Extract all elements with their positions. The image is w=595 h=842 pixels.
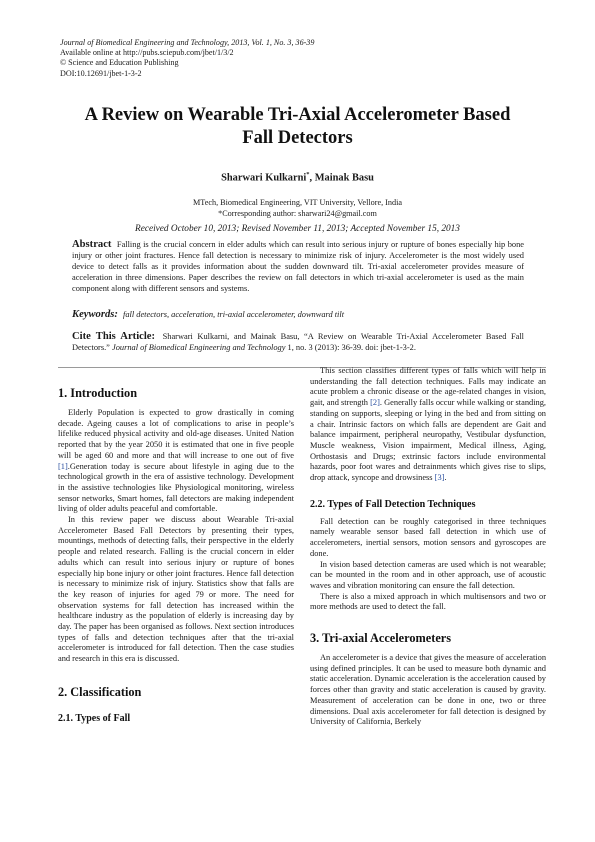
doi: DOI:10.12691/jbet-1-3-2 <box>60 68 142 78</box>
types-p-text: This section classifies different types of falls which will help in understanding the fall detection techniques. Falls may indicate an acute problem a chronic disease or the age-related changes in vision, gait, and strength <box>310 366 546 408</box>
paper-title <box>40 104 555 150</box>
cite-text: Sharwari Kulkarni, and Mainak Basu, “A Review on Wearable Tri-Axial Accelerometer Based Fall Detectors.” <box>72 332 524 352</box>
heading-tri-axial: 3. Tri-axial Accelerometers <box>310 631 452 646</box>
types-p-text-cont: . Generally falls occur while walking or standing, standing on supports, sleeping or lying in the bed and from sitting on a chair. Intrinsic factors on which falls are dependent are Gait and balance impairment, peripheral neuropathy, Vestibular dysfunction, Muscle weakness, Vision impairment, Medical illness, Aging, Orthostasis and Drugs; extrinsic factors include environmental hazards, poor foot wares and detrainments which gives rise to slips, drop attack, syncope and drowsiness <box>310 398 547 483</box>
author-2: , Mainak Basu <box>309 172 374 184</box>
techniques-paragraph-2: In vision based detection cameras are used which is not wearable; can be mounted in the room and in other approach, use of acoustic waves and vibration monitoring can ensure the fall detection. <box>310 559 546 590</box>
reference-3-link[interactable]: [3] <box>434 473 445 483</box>
affiliation-block <box>0 198 595 219</box>
corresponding-author: *Corresponding author: sharwari24@gmail.com <box>218 208 377 218</box>
heading-types-of-fall: 2.1. Types of Fall <box>58 712 131 724</box>
cite-volume: 1, no. 3 (2013): 36-39. doi: jbet-1-3-2. <box>287 342 416 352</box>
intro-p1-text-cont: .Generation today is secure about lifestyle in aging due to the technological growth in the era of assistive technology. Development in the assistive technologies like Physiological monitoring, wireless sensor networks, Smart homes, fall detectors are making independent living of older adults peaceful and comfortable. <box>58 461 294 514</box>
heading-introduction: 1. Introduction <box>58 386 138 400</box>
publication-dates: Received October 10, 2013; Revised November 11, 2013; Accepted November 15, 2013 <box>135 224 460 234</box>
title-line-2: Fall Detectors <box>242 128 353 148</box>
keywords-text: fall detectors, acceleration, tri-axial accelerometer, downward tilt <box>123 310 345 319</box>
right-column <box>310 366 546 728</box>
intro-paragraph-2: In this review paper we discuss about Wearable Tri-axial Accelerometer Based Fall Detectors by presenting their types, mountings, methods of detecting falls, their perspective in the elderly people and related research. Falling is the crucial concern in elder adults which can result into serious injury or rupture of bones especially hip bone injury or other joint fractures. Hence fall detection is necessary to minimize risk of injury. Statistics show that falls are the key reason of injuries for aged 79 or more. The need for observation systems for fall detection has increased within the healthcare industry as the population of elderly is increasing day by day. The paper has been organised as follows. Next section introduces types of falls and detection techniques after that the tri-axial accelerometer is introduced for fall detection. Then the case studies and research in this era is discussed. <box>58 515 294 664</box>
types-p-end: . <box>444 473 447 483</box>
heading-detection-techniques: 2.2. Types of Fall Detection Techniques <box>310 498 476 510</box>
title-line-1: A Review on Wearable Tri-Axial Accelerometer Based <box>84 105 511 125</box>
accelerometer-paragraph: An accelerometer is a device that gives the measure of acceleration using defined principles. It can be used to measure both dynamic and static acceleration. Dynamic acceleration is the acceleration caused by forces other than gravity and static acceleration is caused by gravity. Measurement of acceleration can be done in one, two or three dimensions. Dual axis accelerometer for fall detection is designed by University of California, Berkely <box>310 653 546 727</box>
affiliation: MTech, Biomedical Engineering, VIT University, Vellore, India <box>193 198 402 207</box>
heading-classification: 2. Classification <box>58 684 142 699</box>
journal-citation: Journal of Biomedical Engineering and Technology, 2013, Vol. 1, No. 3, 36-39 <box>60 38 315 47</box>
intro-paragraph-1 <box>58 408 294 515</box>
abstract <box>72 240 524 295</box>
keywords <box>72 310 524 321</box>
copyright: © Science and Education Publishing <box>60 58 179 68</box>
intro-p1-text: Elderly Population is expected to grow drastically in coming decade. Ageing causes a lot of complications to arise in people’s lifelike reduced physical activity and old-age diseases. United Nation reported that by the year 2050 it is estimated that one in five people will be aged 60 and more and that will increase to one out of five <box>58 408 294 460</box>
abstract-text: Falling is the crucial concern in elder adults which can result into serious injury or rupture of bones especially hip bone injury or other joint fractures. Hence fall detection is necessary to minimize risk of injury. Accelerometer is the most widely used device to detect falls as it provides information about the sudden downward tilt. Tri-axial accelerometer provides measure of acceleration in three dimensions. Paper describes the review on fall detectors in which tri-axial accelerometer is used as the main component along with different sensors and systems. <box>72 240 524 293</box>
journal-url: Available online at http://pubs.sciepub.com/jbet/1/3/2 <box>60 48 234 58</box>
reference-2-link[interactable]: [2] <box>370 398 380 408</box>
journal-header <box>60 38 314 79</box>
author-1: Sharwari Kulkarni <box>221 172 307 184</box>
cite-journal: Journal of Biomedical Engineering and Technology <box>112 342 286 352</box>
left-column <box>58 366 294 725</box>
keywords-label: Keywords: <box>72 309 118 320</box>
corresponding-marker: * <box>306 171 310 178</box>
techniques-paragraph-3: There is also a mixed approach in which multisensors and two or more methods are used to detect the fall. <box>310 591 546 612</box>
cite-this-article <box>72 332 524 354</box>
types-paragraph <box>310 366 546 484</box>
abstract-label: Abstract <box>72 239 112 250</box>
cite-label: Cite This Article: <box>72 331 156 342</box>
techniques-paragraph-1: Fall detection can be roughly categorised in three techniques namely wearable sensor based fall detection in which use of accelerometers, inertial sensors, motion sensors and gyroscopes are done. <box>310 516 546 558</box>
author-list <box>0 171 595 183</box>
reference-1-link[interactable]: [1] <box>58 461 68 471</box>
